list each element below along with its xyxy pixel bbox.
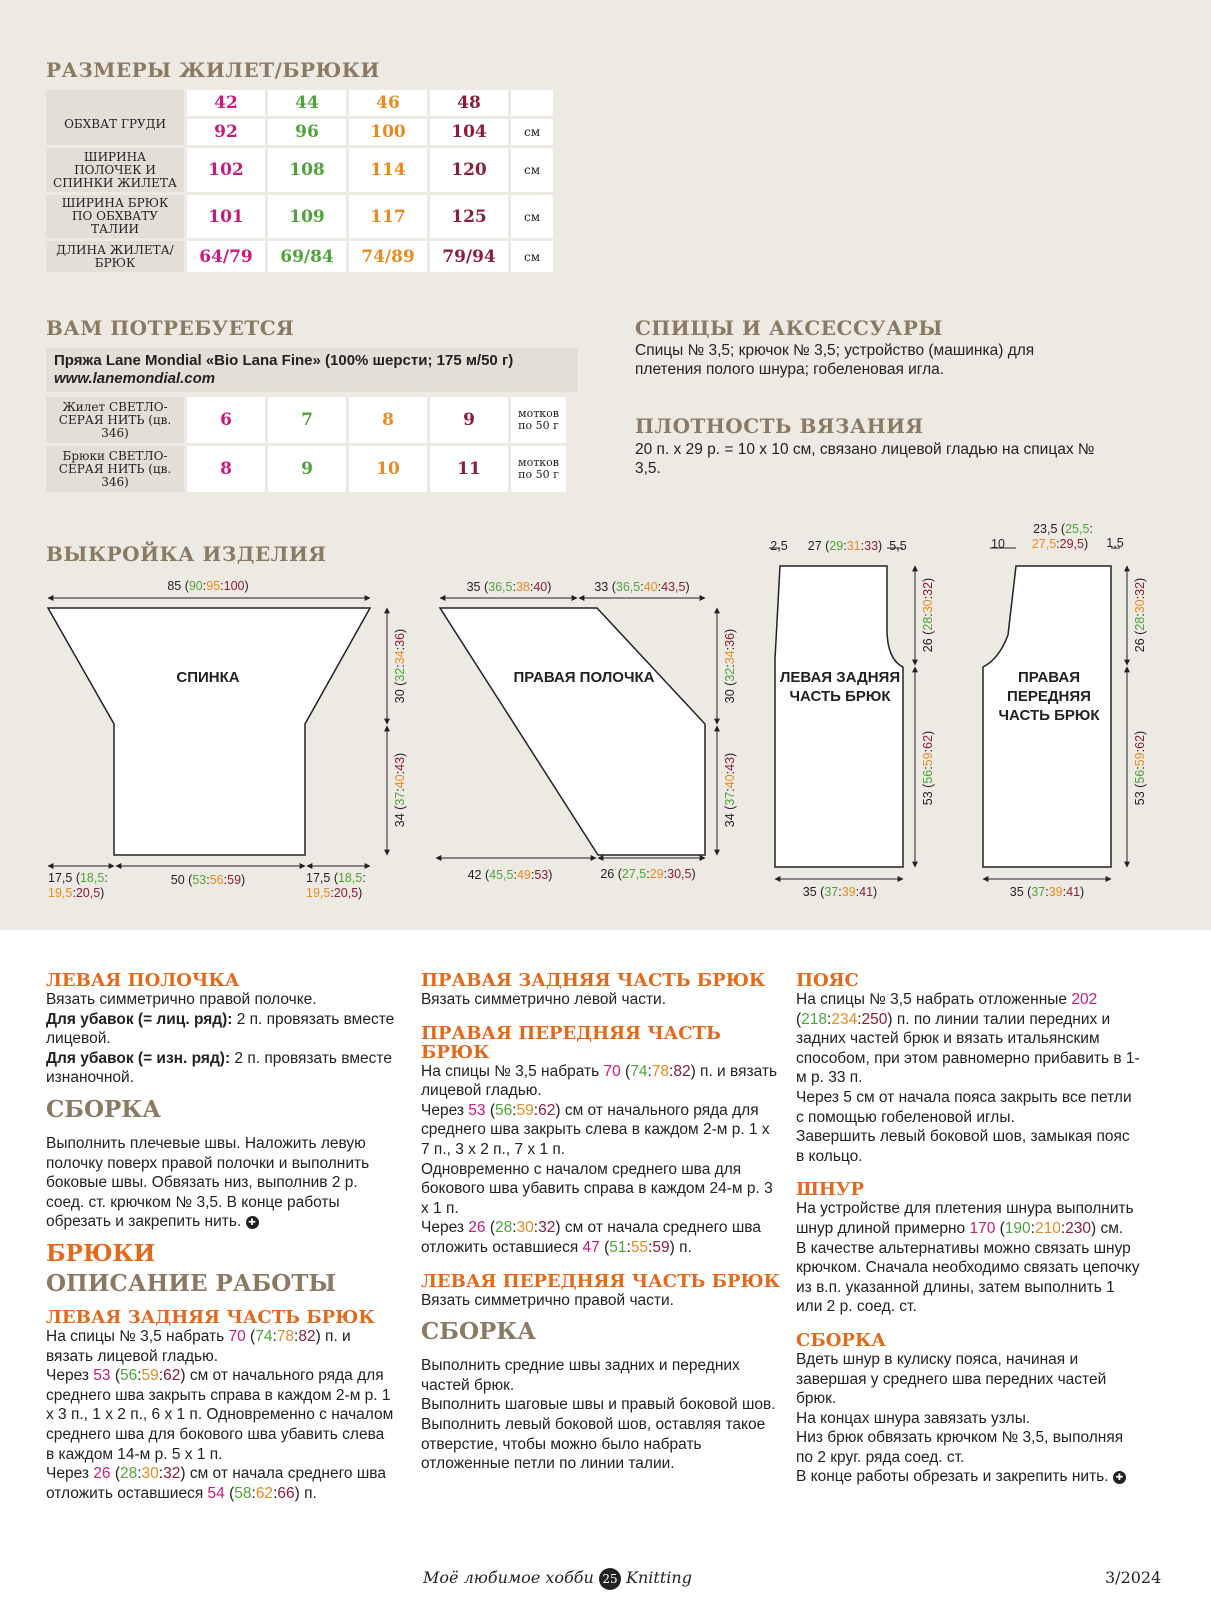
dim-back-bottom: 50 (53:56:59): [170, 873, 246, 887]
belt-heading: ПОЯС: [796, 970, 859, 991]
right-front-label: ПРАВАЯ ПОЛОЧКА: [513, 669, 655, 686]
svg-text:ЧАСТЬ БРЮК: ЧАСТЬ БРЮК: [789, 688, 891, 705]
svg-text:17,5 (18,5:: 17,5 (18,5:: [48, 871, 108, 885]
dim-lb-top-right: 5,5: [889, 539, 907, 553]
right-front-pants-heading: ПРАВАЯ ПЕРЕДНЯЯ ЧАСТЬ БРЮК: [421, 1022, 721, 1063]
size-42: 42: [187, 90, 265, 116]
gauge-text: 20 п. х 29 р. = 10 х 10 см, связано лицевой гладью на спицах № 3,5.: [635, 441, 1095, 477]
dim-lb-top-mid: 27 (29:31:33): [807, 539, 883, 553]
left-back-pants-heading: ЛЕВАЯ ЗАДНЯЯ ЧАСТЬ БРЮК: [46, 1306, 375, 1328]
cord-heading: ШНУР: [796, 1179, 864, 1201]
back-piece: [48, 608, 370, 855]
yarn-name: Пряжа Lane Mondial «Bio Lana Fine» (100% шерсти; 175 м/50 г): [54, 352, 514, 369]
description-heading: ОПИСАНИЕ РАБОТЫ: [46, 1269, 336, 1297]
assembly-heading-1: СБОРКА: [46, 1095, 161, 1123]
dim-rf-top-mid: [1032, 522, 1093, 551]
right-front-piece: [440, 608, 705, 855]
dim-lb-top-left: 2,5: [770, 539, 788, 553]
svg-text:ПРАВАЯ: ПРАВАЯ: [1018, 669, 1080, 686]
column-2: ПРАВАЯ ЗАДНЯЯ ЧАСТЬ БРЮК Вязать симметрично левой части. ПРАВАЯ ПЕРЕДНЯЯ ЧАСТЬ БРЮК На спицы № 3,5 набрать 70 (74:78:82) п. и вязать лицевой гладью. Через 53 (56:59:62) см от начального ряда для среднего шва закрыть слева в каждом 2-м р. 1 x 7 п., 3 x 2 п., 7 x 1 п. Одновременно с началом среднего шва для бокового шва убавить справа в каждом 24-м р. 3 x 1 п. Через 26 (28:30:32) см от начала среднего шва отложить оставшиеся 47 (51:55:59) п. ЛЕВАЯ ПЕРЕДНЯЯ ЧАСТЬ БРЮК Вязать симметрично правой части. СБОРКА Выполнить средние швы задних и передних частей брюк. Выполнить шаговые швы и правый боковой шов. Выполнить левый боковой шов, оставляя такое отверстие, чтобы можно было набрать отложенные петли по линии талии.: [421, 970, 781, 1473]
svg-text:19,5:20,5): 19,5:20,5): [306, 886, 363, 900]
left-front-heading: ЛЕВАЯ ПОЛОЧКА: [46, 970, 240, 991]
needles-title: СПИЦЫ И АКСЕССУАРЫ: [635, 316, 943, 340]
size-48: 48: [430, 90, 508, 116]
pattern-diagram: [0, 500, 1211, 920]
assembly-heading-2: СБОРКА: [421, 1318, 536, 1346]
sizes-title: РАЗМЕРЫ ЖИЛЕТ/БРЮКИ: [46, 58, 380, 82]
dim-lb-h2: 53 (56:59:62): [921, 730, 935, 806]
dim-rf-top-right: 1,5: [1106, 536, 1124, 550]
page-number: 25: [599, 1568, 621, 1590]
svg-text:ПЕРЕДНЯЯ: ПЕРЕДНЯЯ: [1007, 688, 1091, 705]
dim-rf-bottom: 35 (37:39:41): [1009, 885, 1085, 899]
dim-front-bottom2: 26 (27,5:29:30,5): [600, 867, 696, 881]
dim-rf-h2: 53 (56:59:62): [1133, 730, 1147, 806]
dim-lb-h1: 26 (28:30:32): [921, 577, 935, 653]
issue-number: 3/2024: [1105, 1568, 1162, 1587]
pattern-title: ВЫКРОЙКА ИЗДЕЛИЯ: [46, 542, 327, 566]
dim-back-h1: 30 (32:34:36): [393, 628, 407, 704]
dim-front-top2: 33 (36,5:40:43,5): [594, 580, 690, 594]
svg-text:19,5:20,5): 19,5:20,5): [48, 886, 105, 900]
svg-text:27,5:29,5): 27,5:29,5): [1031, 537, 1089, 551]
dim-back-side-right: [306, 871, 366, 900]
left-back-pants-piece: [775, 566, 903, 867]
need-title: ВАМ ПОТРЕБУЕТСЯ: [46, 316, 295, 340]
dim-back-top: 85 (90:95:100): [167, 579, 249, 593]
dim-back-side-left: [48, 871, 108, 900]
column-3: ПОЯС На спицы № 3,5 набрать отложенные 202 (218:234:250) п. по линии талии передних и задних частей брюк и вязать итальянским способом, при этом равномерно прибавить в 1-м р. 33 п. Через 5 см от начала пояса закрыть все петли с помощью гобеленовой иглы. Завершить левый боковой шов, замыкая пояс в кольцо. ШНУР На устройстве для плетения шнура выполнить шнур длиной примерно 170 (190:210:230) см. В качестве альтернативы можно связать шнур крючком. Сначала необходимо связать цепочку из в.п. указанной длины, затем выполнить 1 или 2 р. соед. ст. СБОРКА Вдеть шнур в кулиску пояса, начиная и завершая у среднего шва передних частей брюк. На концах шнура завязать узлы. Низ брюк обвязать крючком № 3,5, выполняя по 2 круг. ряда соед. ст. В конце работы обрезать и закрепить нить. ✚: [796, 970, 1140, 1486]
assembly-heading-3: СБОРКА: [796, 1329, 886, 1351]
svg-text:23,5 (25,5:: 23,5 (25,5:: [1033, 522, 1093, 536]
gauge-title: ПЛОТНОСТЬ ВЯЗАНИЯ: [635, 414, 924, 438]
dim-front-h2: 34 (37:40:43): [723, 752, 737, 828]
end-mark-icon: ✚: [1113, 1471, 1126, 1484]
yarn-table: Жилет СВЕТЛО-СЕРАЯ НИТЬ (цв. 346) 6 7 8 9 мотков по 50 г Брюки СВЕТЛО-СЕРАЯ НИТЬ (цв. 346) 8 9 10 11 мотков по 50 г: [43, 394, 569, 495]
yarn-url: www.lanemondial.com: [54, 370, 216, 387]
yarn-info: [46, 348, 578, 392]
dim-rf-top-left: 10: [991, 537, 1005, 551]
back-label: СПИНКА: [176, 669, 240, 686]
footer-brand: Моё любимое хобби 25 Knitting: [423, 1568, 692, 1590]
dim-front-h1: 30 (32:34:36): [723, 628, 737, 704]
dim-back-h2: 34 (37:40:43): [393, 752, 407, 828]
svg-text:17,5 (18,5:: 17,5 (18,5:: [306, 871, 366, 885]
dim-rf-h1: 26 (28:30:32): [1133, 577, 1147, 653]
sizes-table: ОБХВАТ ГРУДИ 42 44 46 48 92 96 100 104 см ШИРИНА ПОЛОЧЕК И СПИНКИ ЖИЛЕТА 102 108 114 120 см ШИРИНА БРЮК ПО ОБХВАТУ ТАЛИИ 101 109 117 125 см ДЛИНА ЖИЛЕТА/ БРЮК 64/79 69/84 74/89 79/94 см: [43, 87, 556, 275]
dim-lb-bottom: 35 (37:39:41): [802, 885, 878, 899]
size-44: 44: [268, 90, 346, 116]
svg-text:ЛЕВАЯ ЗАДНЯЯ: ЛЕВАЯ ЗАДНЯЯ: [779, 669, 901, 686]
column-1: ЛЕВАЯ ПОЛОЧКА Вязать симметрично правой полочке. Для убавок (= лиц. ряд): 2 п. провязать вместе лицевой. Для убавок (= изн. ряд): 2 п. провязать вместе изнаночной. СБОРКА Выполнить плечевые швы. Наложить левую полочку поверх правой полочки и выполнить боковые швы. Обвязать низ, выполнив 2 р. соед. ст. крючком № 3,5. В конце работы обрезать и закрепить нить. ✚ БРЮКИ ОПИСАНИЕ РАБОТЫ ЛЕВАЯ ЗАДНЯЯ ЧАСТЬ БРЮК На спицы № 3,5 набрать 70 (74:78:82) п. и вязать лицевой гладью. Через 53 (56:59:62) см от начального ряда для среднего шва закрыть справа в каждом 2-м р. 1 x 3 п., 1 x 2 п., 6 x 1 п. Одновременно с началом среднего шва для бокового шва убавить слева в каждом 14-м р. 5 x 1 п. Через 26 (28:30:32) см от начала среднего шва отложить оставшиеся 54 (58:62:66) п.: [46, 970, 395, 1502]
dim-front-bottom1: 42 (45,5:49:53): [467, 868, 553, 882]
needles-text: Спицы № 3,5; крючок № 3,5; устройство (машинка) для плетения полого шнура; гобеленовая игла.: [635, 342, 1035, 378]
svg-text:ЧАСТЬ БРЮК: ЧАСТЬ БРЮК: [998, 707, 1100, 724]
size-46: 46: [349, 90, 427, 116]
left-front-pants-heading: ЛЕВАЯ ПЕРЕДНЯЯ ЧАСТЬ БРЮК: [421, 1270, 781, 1292]
end-mark-icon: ✚: [246, 1216, 259, 1229]
dim-front-top1: 35 (36,5:38:40): [466, 580, 552, 594]
right-back-pants-heading: ПРАВАЯ ЗАДНЯЯ ЧАСТЬ БРЮК: [421, 970, 766, 991]
pants-heading: БРЮКИ: [46, 1239, 156, 1267]
